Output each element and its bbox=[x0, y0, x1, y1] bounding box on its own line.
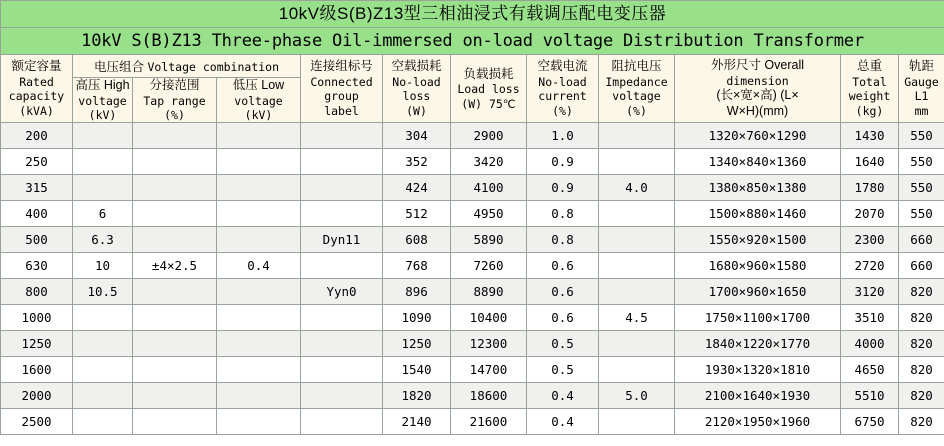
table-row bbox=[1, 383, 944, 409]
cell-capacity: 315 bbox=[1, 175, 73, 201]
header-high-voltage bbox=[73, 78, 133, 123]
header-high-voltage-unit: (kV) bbox=[88, 108, 117, 122]
title-row-en bbox=[1, 28, 944, 55]
cell-weight: 4650 bbox=[841, 357, 899, 383]
cell-group: Yyn0 bbox=[301, 279, 383, 305]
header-gauge-en1: Gauge bbox=[904, 74, 939, 89]
title-en: 10kV S(B)Z13 Three-phase Oil-immersed on-load voltage Distribution Transformer bbox=[1, 28, 944, 55]
header-rated-capacity bbox=[1, 55, 73, 123]
cell-impedance bbox=[599, 227, 675, 253]
cell-dimension: 1320×760×1290 bbox=[675, 123, 841, 149]
header-high-voltage-cn: 高压 High bbox=[75, 78, 130, 92]
header-impedance-voltage-cn: 阻抗电压 bbox=[611, 59, 662, 74]
title-row-cn bbox=[1, 1, 944, 28]
cell-dimension: 1380×850×1380 bbox=[675, 175, 841, 201]
header-rated-capacity-en1: Rated bbox=[19, 74, 54, 89]
cell-capacity: 1600 bbox=[1, 357, 73, 383]
cell-high-voltage bbox=[73, 175, 133, 201]
cell-load-loss: 12300 bbox=[451, 331, 527, 357]
cell-impedance bbox=[599, 409, 675, 435]
header-overall-dimension bbox=[675, 55, 841, 123]
header-load-loss bbox=[451, 55, 527, 123]
header-rated-capacity-en2: capacity bbox=[8, 89, 65, 104]
table-row bbox=[1, 175, 944, 201]
cell-group bbox=[301, 383, 383, 409]
header-tap-range-cn: 分接范围 bbox=[149, 78, 200, 92]
table-row bbox=[1, 227, 944, 253]
cell-high-voltage bbox=[73, 331, 133, 357]
cell-no-load-current: 0.8 bbox=[527, 201, 599, 227]
cell-capacity: 250 bbox=[1, 149, 73, 175]
header-connected-group-en1: Connected bbox=[310, 74, 373, 89]
cell-gauge: 550 bbox=[899, 201, 944, 227]
cell-gauge: 820 bbox=[899, 383, 944, 409]
cell-group: Dyn11 bbox=[301, 227, 383, 253]
header-total-weight-unit: (kg) bbox=[855, 103, 884, 118]
cell-tap-range bbox=[133, 409, 217, 435]
cell-dimension: 1700×960×1650 bbox=[675, 279, 841, 305]
header-impedance-voltage bbox=[599, 55, 675, 123]
cell-low-voltage bbox=[217, 175, 301, 201]
cell-group bbox=[301, 253, 383, 279]
header-row-top bbox=[1, 55, 944, 78]
cell-gauge: 660 bbox=[899, 253, 944, 279]
header-no-load-current bbox=[527, 55, 599, 123]
table-row bbox=[1, 149, 944, 175]
cell-no-load-loss: 1250 bbox=[383, 331, 451, 357]
cell-impedance bbox=[599, 331, 675, 357]
table-row bbox=[1, 201, 944, 227]
cell-group bbox=[301, 201, 383, 227]
cell-group bbox=[301, 123, 383, 149]
cell-load-loss: 10400 bbox=[451, 305, 527, 331]
cell-tap-range: ±4×2.5 bbox=[133, 253, 217, 279]
cell-low-voltage: 0.4 bbox=[217, 253, 301, 279]
cell-gauge: 820 bbox=[899, 279, 944, 305]
cell-impedance bbox=[599, 123, 675, 149]
cell-weight: 1780 bbox=[841, 175, 899, 201]
header-impedance-voltage-en1: Impedance bbox=[605, 74, 668, 89]
header-tap-range bbox=[133, 78, 217, 123]
cell-dimension: 2120×1950×1960 bbox=[675, 409, 841, 435]
cell-gauge: 550 bbox=[899, 149, 944, 175]
cell-tap-range bbox=[133, 305, 217, 331]
cell-group bbox=[301, 331, 383, 357]
cell-tap-range bbox=[133, 227, 217, 253]
cell-weight: 1640 bbox=[841, 149, 899, 175]
cell-weight: 1430 bbox=[841, 123, 899, 149]
table-row bbox=[1, 279, 944, 305]
header-gauge-cn: 轨距 bbox=[909, 59, 935, 74]
cell-tap-range bbox=[133, 201, 217, 227]
header-connected-group-cn: 连接组标号 bbox=[310, 59, 373, 74]
cell-no-load-loss: 304 bbox=[383, 123, 451, 149]
cell-no-load-loss: 1820 bbox=[383, 383, 451, 409]
cell-low-voltage bbox=[217, 357, 301, 383]
cell-weight: 3120 bbox=[841, 279, 899, 305]
header-no-load-current-en2: current bbox=[538, 89, 587, 104]
cell-impedance: 4.0 bbox=[599, 175, 675, 201]
cell-no-load-loss: 1090 bbox=[383, 305, 451, 331]
table-row bbox=[1, 331, 944, 357]
cell-impedance: 4.5 bbox=[599, 305, 675, 331]
cell-gauge: 660 bbox=[899, 227, 944, 253]
cell-weight: 6750 bbox=[841, 409, 899, 435]
cell-no-load-loss: 2140 bbox=[383, 409, 451, 435]
header-rated-capacity-cn: 额定容量 bbox=[11, 59, 62, 74]
header-total-weight-en1: Total bbox=[852, 74, 887, 89]
cell-low-voltage bbox=[217, 279, 301, 305]
cell-gauge: 550 bbox=[899, 175, 944, 201]
cell-low-voltage bbox=[217, 123, 301, 149]
header-gauge bbox=[899, 55, 944, 123]
cell-gauge: 820 bbox=[899, 331, 944, 357]
cell-no-load-current: 0.9 bbox=[527, 175, 599, 201]
header-rated-capacity-unit: (kVA) bbox=[19, 103, 54, 118]
cell-impedance bbox=[599, 279, 675, 305]
cell-low-voltage bbox=[217, 409, 301, 435]
cell-no-load-current: 0.9 bbox=[527, 149, 599, 175]
header-tap-range-en: Tap range bbox=[143, 93, 206, 108]
header-total-weight-cn: 总重 bbox=[856, 59, 882, 74]
cell-high-voltage bbox=[73, 305, 133, 331]
cell-tap-range bbox=[133, 175, 217, 201]
cell-no-load-current: 0.4 bbox=[527, 383, 599, 409]
table-body bbox=[1, 123, 944, 435]
header-connected-group-en2: group bbox=[324, 89, 359, 104]
header-low-voltage bbox=[217, 78, 301, 123]
header-no-load-loss-en2: loss bbox=[402, 89, 431, 104]
cell-load-loss: 5890 bbox=[451, 227, 527, 253]
header-low-voltage-cn: 低压 Low bbox=[232, 78, 285, 92]
cell-group bbox=[301, 149, 383, 175]
cell-gauge: 550 bbox=[899, 123, 944, 149]
cell-high-voltage: 6 bbox=[73, 201, 133, 227]
cell-load-loss: 4100 bbox=[451, 175, 527, 201]
cell-capacity: 2000 bbox=[1, 383, 73, 409]
cell-no-load-current: 0.6 bbox=[527, 279, 599, 305]
header-overall-dimension-en: dimension bbox=[726, 73, 789, 88]
cell-load-loss: 2900 bbox=[451, 123, 527, 149]
cell-tap-range bbox=[133, 331, 217, 357]
header-total-weight-en2: weight bbox=[848, 89, 891, 104]
header-no-load-loss-en1: No-load bbox=[392, 74, 441, 89]
cell-weight: 5510 bbox=[841, 383, 899, 409]
header-no-load-current-cn: 空载电流 bbox=[537, 59, 588, 74]
cell-gauge: 820 bbox=[899, 305, 944, 331]
cell-dimension: 1500×880×1460 bbox=[675, 201, 841, 227]
cell-tap-range bbox=[133, 123, 217, 149]
cell-capacity: 400 bbox=[1, 201, 73, 227]
cell-low-voltage bbox=[217, 383, 301, 409]
cell-gauge: 820 bbox=[899, 357, 944, 383]
cell-capacity: 1250 bbox=[1, 331, 73, 357]
header-impedance-voltage-unit: (%) bbox=[626, 103, 647, 118]
cell-load-loss: 4950 bbox=[451, 201, 527, 227]
header-no-load-loss-unit: (W) bbox=[406, 103, 427, 118]
cell-capacity: 630 bbox=[1, 253, 73, 279]
cell-no-load-loss: 512 bbox=[383, 201, 451, 227]
cell-gauge: 820 bbox=[899, 409, 944, 435]
cell-no-load-loss: 352 bbox=[383, 149, 451, 175]
table-row bbox=[1, 409, 944, 435]
cell-impedance bbox=[599, 253, 675, 279]
cell-load-loss: 14700 bbox=[451, 357, 527, 383]
cell-tap-range bbox=[133, 357, 217, 383]
cell-capacity: 2500 bbox=[1, 409, 73, 435]
cell-dimension: 1930×1320×1810 bbox=[675, 357, 841, 383]
header-load-loss-cn: 负载损耗 bbox=[463, 66, 514, 81]
header-gauge-unit: mm bbox=[914, 103, 929, 118]
cell-impedance bbox=[599, 357, 675, 383]
header-gauge-en2: L1 bbox=[914, 89, 929, 104]
cell-high-voltage bbox=[73, 123, 133, 149]
cell-tap-range bbox=[133, 279, 217, 305]
cell-dimension: 2100×1640×1930 bbox=[675, 383, 841, 409]
header-connected-group-en3: label bbox=[324, 103, 359, 118]
cell-dimension: 1750×1100×1700 bbox=[675, 305, 841, 331]
header-voltage-combination bbox=[73, 55, 301, 78]
table-row bbox=[1, 123, 944, 149]
header-overall-dimension-detail-cn: (长×宽×高) (L× bbox=[716, 88, 799, 103]
cell-load-loss: 18600 bbox=[451, 383, 527, 409]
cell-load-loss: 3420 bbox=[451, 149, 527, 175]
cell-capacity: 200 bbox=[1, 123, 73, 149]
cell-low-voltage bbox=[217, 331, 301, 357]
cell-no-load-loss: 424 bbox=[383, 175, 451, 201]
cell-high-voltage bbox=[73, 357, 133, 383]
cell-no-load-current: 1.0 bbox=[527, 123, 599, 149]
header-no-load-current-unit: (%) bbox=[552, 103, 573, 118]
cell-weight: 2720 bbox=[841, 253, 899, 279]
cell-group bbox=[301, 357, 383, 383]
cell-tap-range bbox=[133, 149, 217, 175]
header-voltage-combination-cn: 电压组合 bbox=[93, 60, 144, 74]
header-load-loss-unit: (W) 75℃ bbox=[461, 96, 516, 111]
cell-low-voltage bbox=[217, 201, 301, 227]
header-overall-dimension-detail-en: W×H)(mm) bbox=[726, 103, 789, 118]
table-row bbox=[1, 253, 944, 279]
cell-no-load-current: 0.6 bbox=[527, 253, 599, 279]
cell-no-load-loss: 608 bbox=[383, 227, 451, 253]
header-low-voltage-en: voltage bbox=[234, 93, 283, 108]
cell-impedance bbox=[599, 201, 675, 227]
cell-load-loss: 7260 bbox=[451, 253, 527, 279]
header-voltage-combination-en: Voltage combination bbox=[147, 60, 280, 74]
header-total-weight bbox=[841, 55, 899, 123]
header-no-load-current-en1: No-load bbox=[538, 74, 587, 89]
cell-dimension: 1840×1220×1770 bbox=[675, 331, 841, 357]
header-no-load-loss bbox=[383, 55, 451, 123]
cell-group bbox=[301, 409, 383, 435]
cell-no-load-loss: 1540 bbox=[383, 357, 451, 383]
cell-load-loss: 8890 bbox=[451, 279, 527, 305]
cell-low-voltage bbox=[217, 305, 301, 331]
cell-group bbox=[301, 305, 383, 331]
cell-no-load-current: 0.5 bbox=[527, 357, 599, 383]
cell-dimension: 1680×960×1580 bbox=[675, 253, 841, 279]
cell-weight: 4000 bbox=[841, 331, 899, 357]
cell-low-voltage bbox=[217, 227, 301, 253]
cell-tap-range bbox=[133, 383, 217, 409]
cell-no-load-current: 0.6 bbox=[527, 305, 599, 331]
cell-no-load-current: 0.4 bbox=[527, 409, 599, 435]
header-no-load-loss-cn: 空载损耗 bbox=[391, 59, 442, 74]
cell-capacity: 800 bbox=[1, 279, 73, 305]
header-tap-range-unit: (%) bbox=[164, 108, 185, 122]
cell-weight: 2300 bbox=[841, 227, 899, 253]
cell-high-voltage: 10 bbox=[73, 253, 133, 279]
cell-high-voltage bbox=[73, 149, 133, 175]
title-cn: 10kV级S(B)Z13型三相油浸式有载调压配电变压器 bbox=[1, 1, 944, 28]
header-overall-dimension-cn: 外形尺寸 Overall bbox=[710, 58, 805, 73]
cell-no-load-loss: 768 bbox=[383, 253, 451, 279]
cell-dimension: 1340×840×1360 bbox=[675, 149, 841, 175]
cell-load-loss: 21600 bbox=[451, 409, 527, 435]
cell-high-voltage bbox=[73, 409, 133, 435]
cell-capacity: 500 bbox=[1, 227, 73, 253]
cell-weight: 3510 bbox=[841, 305, 899, 331]
cell-impedance: 5.0 bbox=[599, 383, 675, 409]
cell-capacity: 1000 bbox=[1, 305, 73, 331]
header-high-voltage-en: voltage bbox=[78, 93, 127, 108]
cell-high-voltage bbox=[73, 383, 133, 409]
header-load-loss-en: Load loss bbox=[457, 82, 520, 97]
cell-group bbox=[301, 175, 383, 201]
table-row bbox=[1, 305, 944, 331]
cell-no-load-current: 0.5 bbox=[527, 331, 599, 357]
cell-high-voltage: 6.3 bbox=[73, 227, 133, 253]
cell-high-voltage: 10.5 bbox=[73, 279, 133, 305]
table-row bbox=[1, 357, 944, 383]
cell-dimension: 1550×920×1500 bbox=[675, 227, 841, 253]
cell-low-voltage bbox=[217, 149, 301, 175]
cell-no-load-current: 0.8 bbox=[527, 227, 599, 253]
header-connected-group bbox=[301, 55, 383, 123]
cell-no-load-loss: 896 bbox=[383, 279, 451, 305]
cell-impedance bbox=[599, 149, 675, 175]
header-low-voltage-unit: (kV) bbox=[244, 108, 273, 122]
header-impedance-voltage-en2: voltage bbox=[612, 89, 661, 104]
cell-weight: 2070 bbox=[841, 201, 899, 227]
